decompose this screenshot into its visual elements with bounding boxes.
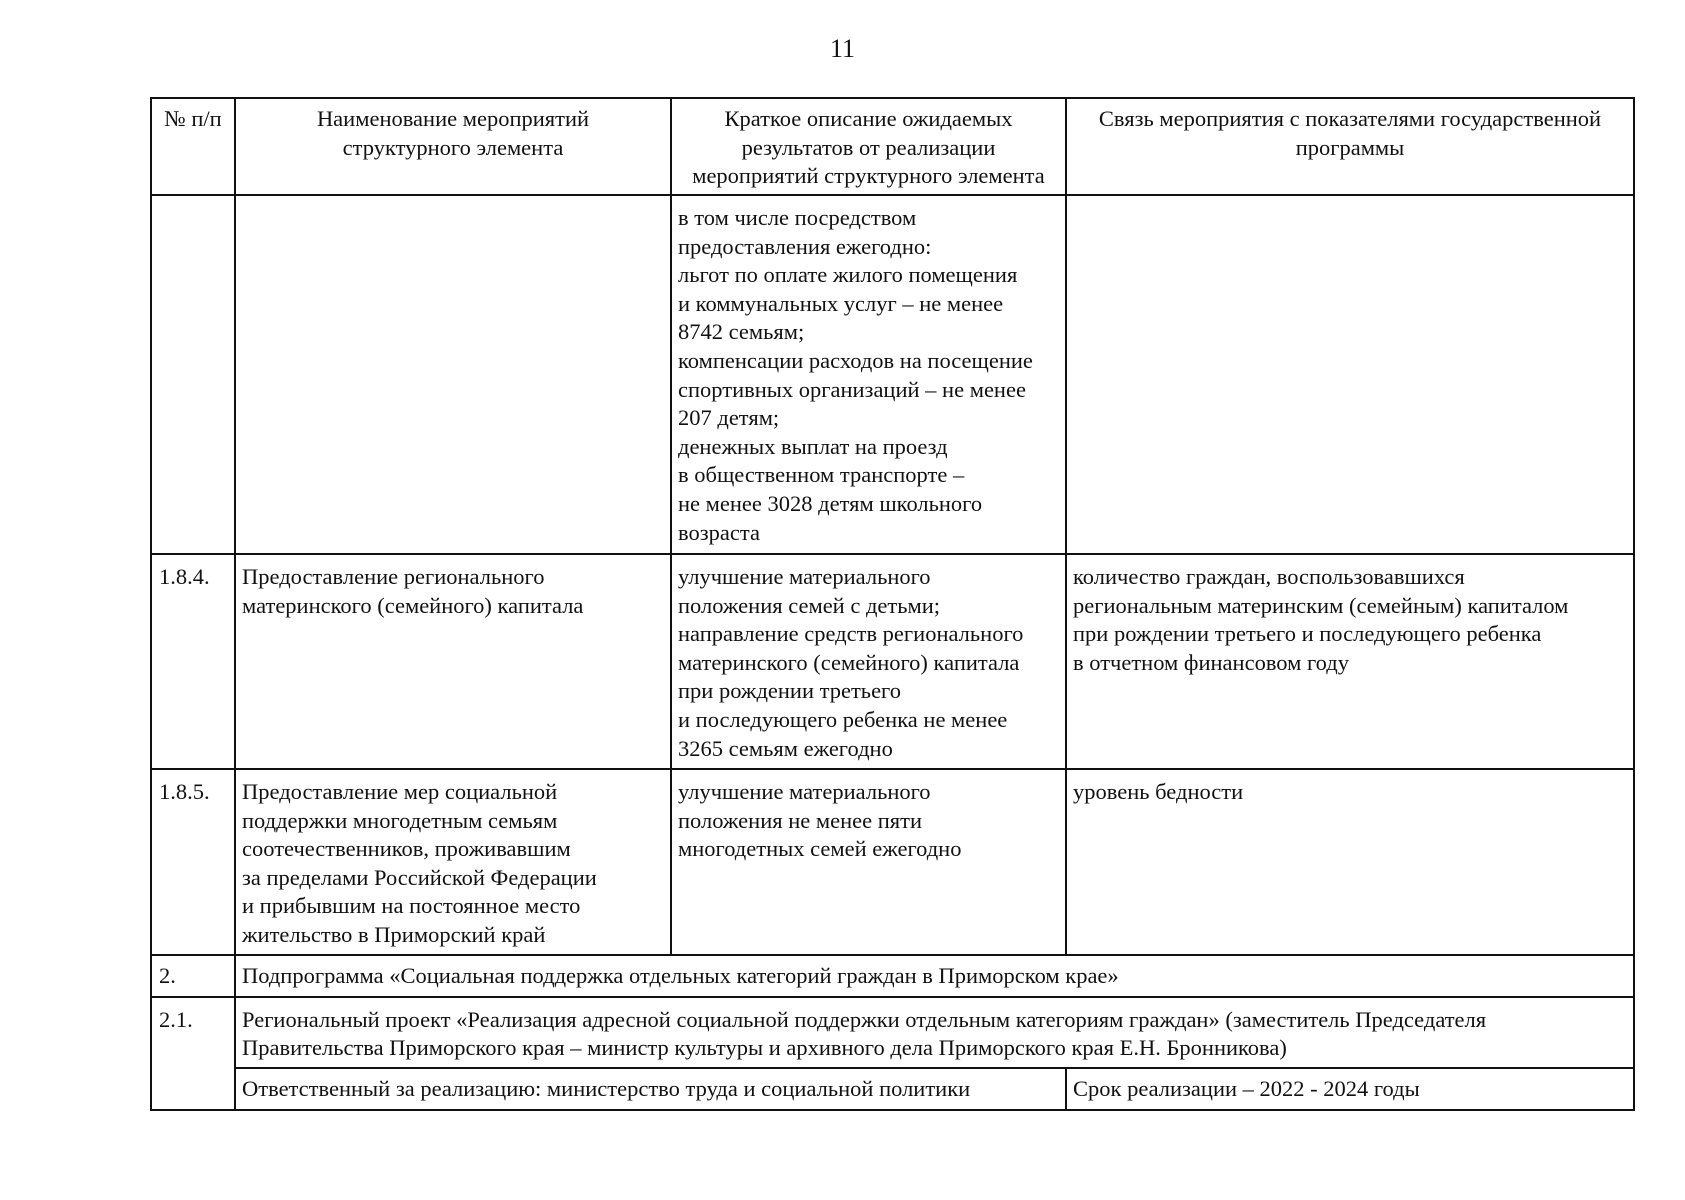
project-row: [151, 997, 1634, 1068]
measures-table: [150, 97, 1635, 1111]
subprogram-title: Подпрограмма «Социальная поддержка отдельных категорий граждан в Приморском крае»: [235, 955, 1634, 997]
cell-name: Предоставление мер социальной поддержки многодетным семьям соотечественников, проживавшим за пределами Российской Федерации и прибывшим на постоянное место жительство в Приморский край: [235, 769, 671, 955]
cell-link: количество граждан, воспользовавшихся региональным материнским (семейным) капиталом при рождении третьего и последующего ребенка в отчетном финансовом году: [1066, 554, 1634, 769]
cell-num: 1.8.4.: [151, 554, 235, 769]
project-title: Региональный проект «Реализация адресной социальной поддержки отдельным категориям граждан» (заместитель Председателя Правительства Приморского края – министр культуры и архивного дела Приморского края Е.Н. Бронникова): [235, 997, 1634, 1068]
cell-name: Предоставление регионального материнского (семейного) капитала: [235, 554, 671, 769]
project-term: Срок реализации – 2022 - 2024 годы: [1066, 1068, 1634, 1110]
subprogram-num: 2.: [151, 955, 235, 997]
header-name: Наименование мероприятий структурного элемента: [235, 98, 671, 195]
cell-num: [151, 195, 235, 554]
header-desc: Краткое описание ожидаемых результатов от реализации мероприятий структурного элемента: [671, 98, 1066, 195]
table-row: [151, 769, 1634, 955]
table-row: [151, 195, 1634, 554]
cell-link: уровень бедности: [1066, 769, 1634, 955]
header-link: Связь мероприятия с показателями государственной программы: [1066, 98, 1634, 195]
project-responsible: Ответственный за реализацию: министерство труда и социальной политики: [235, 1068, 1066, 1110]
cell-num: 1.8.5.: [151, 769, 235, 955]
table-header-row: [151, 98, 1634, 195]
project-details-row: [151, 1068, 1634, 1110]
page-number: 11: [829, 34, 856, 63]
subprogram-row: [151, 955, 1634, 997]
table-row: [151, 554, 1634, 769]
cell-desc: улучшение материального положения не менее пяти многодетных семей ежегодно: [671, 769, 1066, 955]
cell-name: [235, 195, 671, 554]
header-num: № п/п: [151, 98, 235, 195]
cell-link: [1066, 195, 1634, 554]
cell-desc: улучшение материального положения семей с детьми; направление средств регионального материнского (семейного) капитала при рождении третьего и последующего ребенка не менее 3265 семьям ежегодно: [671, 554, 1066, 769]
cell-desc: в том числе посредством предоставления ежегодно: льгот по оплате жилого помещения и коммунальных услуг – не менее 8742 семьям; компенсации расходов на посещение спортивных организаций – не менее 207 детям; денежных выплат на проезд в общественном транспорте – не менее 3028 детям школьного возраста: [671, 195, 1066, 554]
project-num: 2.1.: [151, 997, 235, 1110]
